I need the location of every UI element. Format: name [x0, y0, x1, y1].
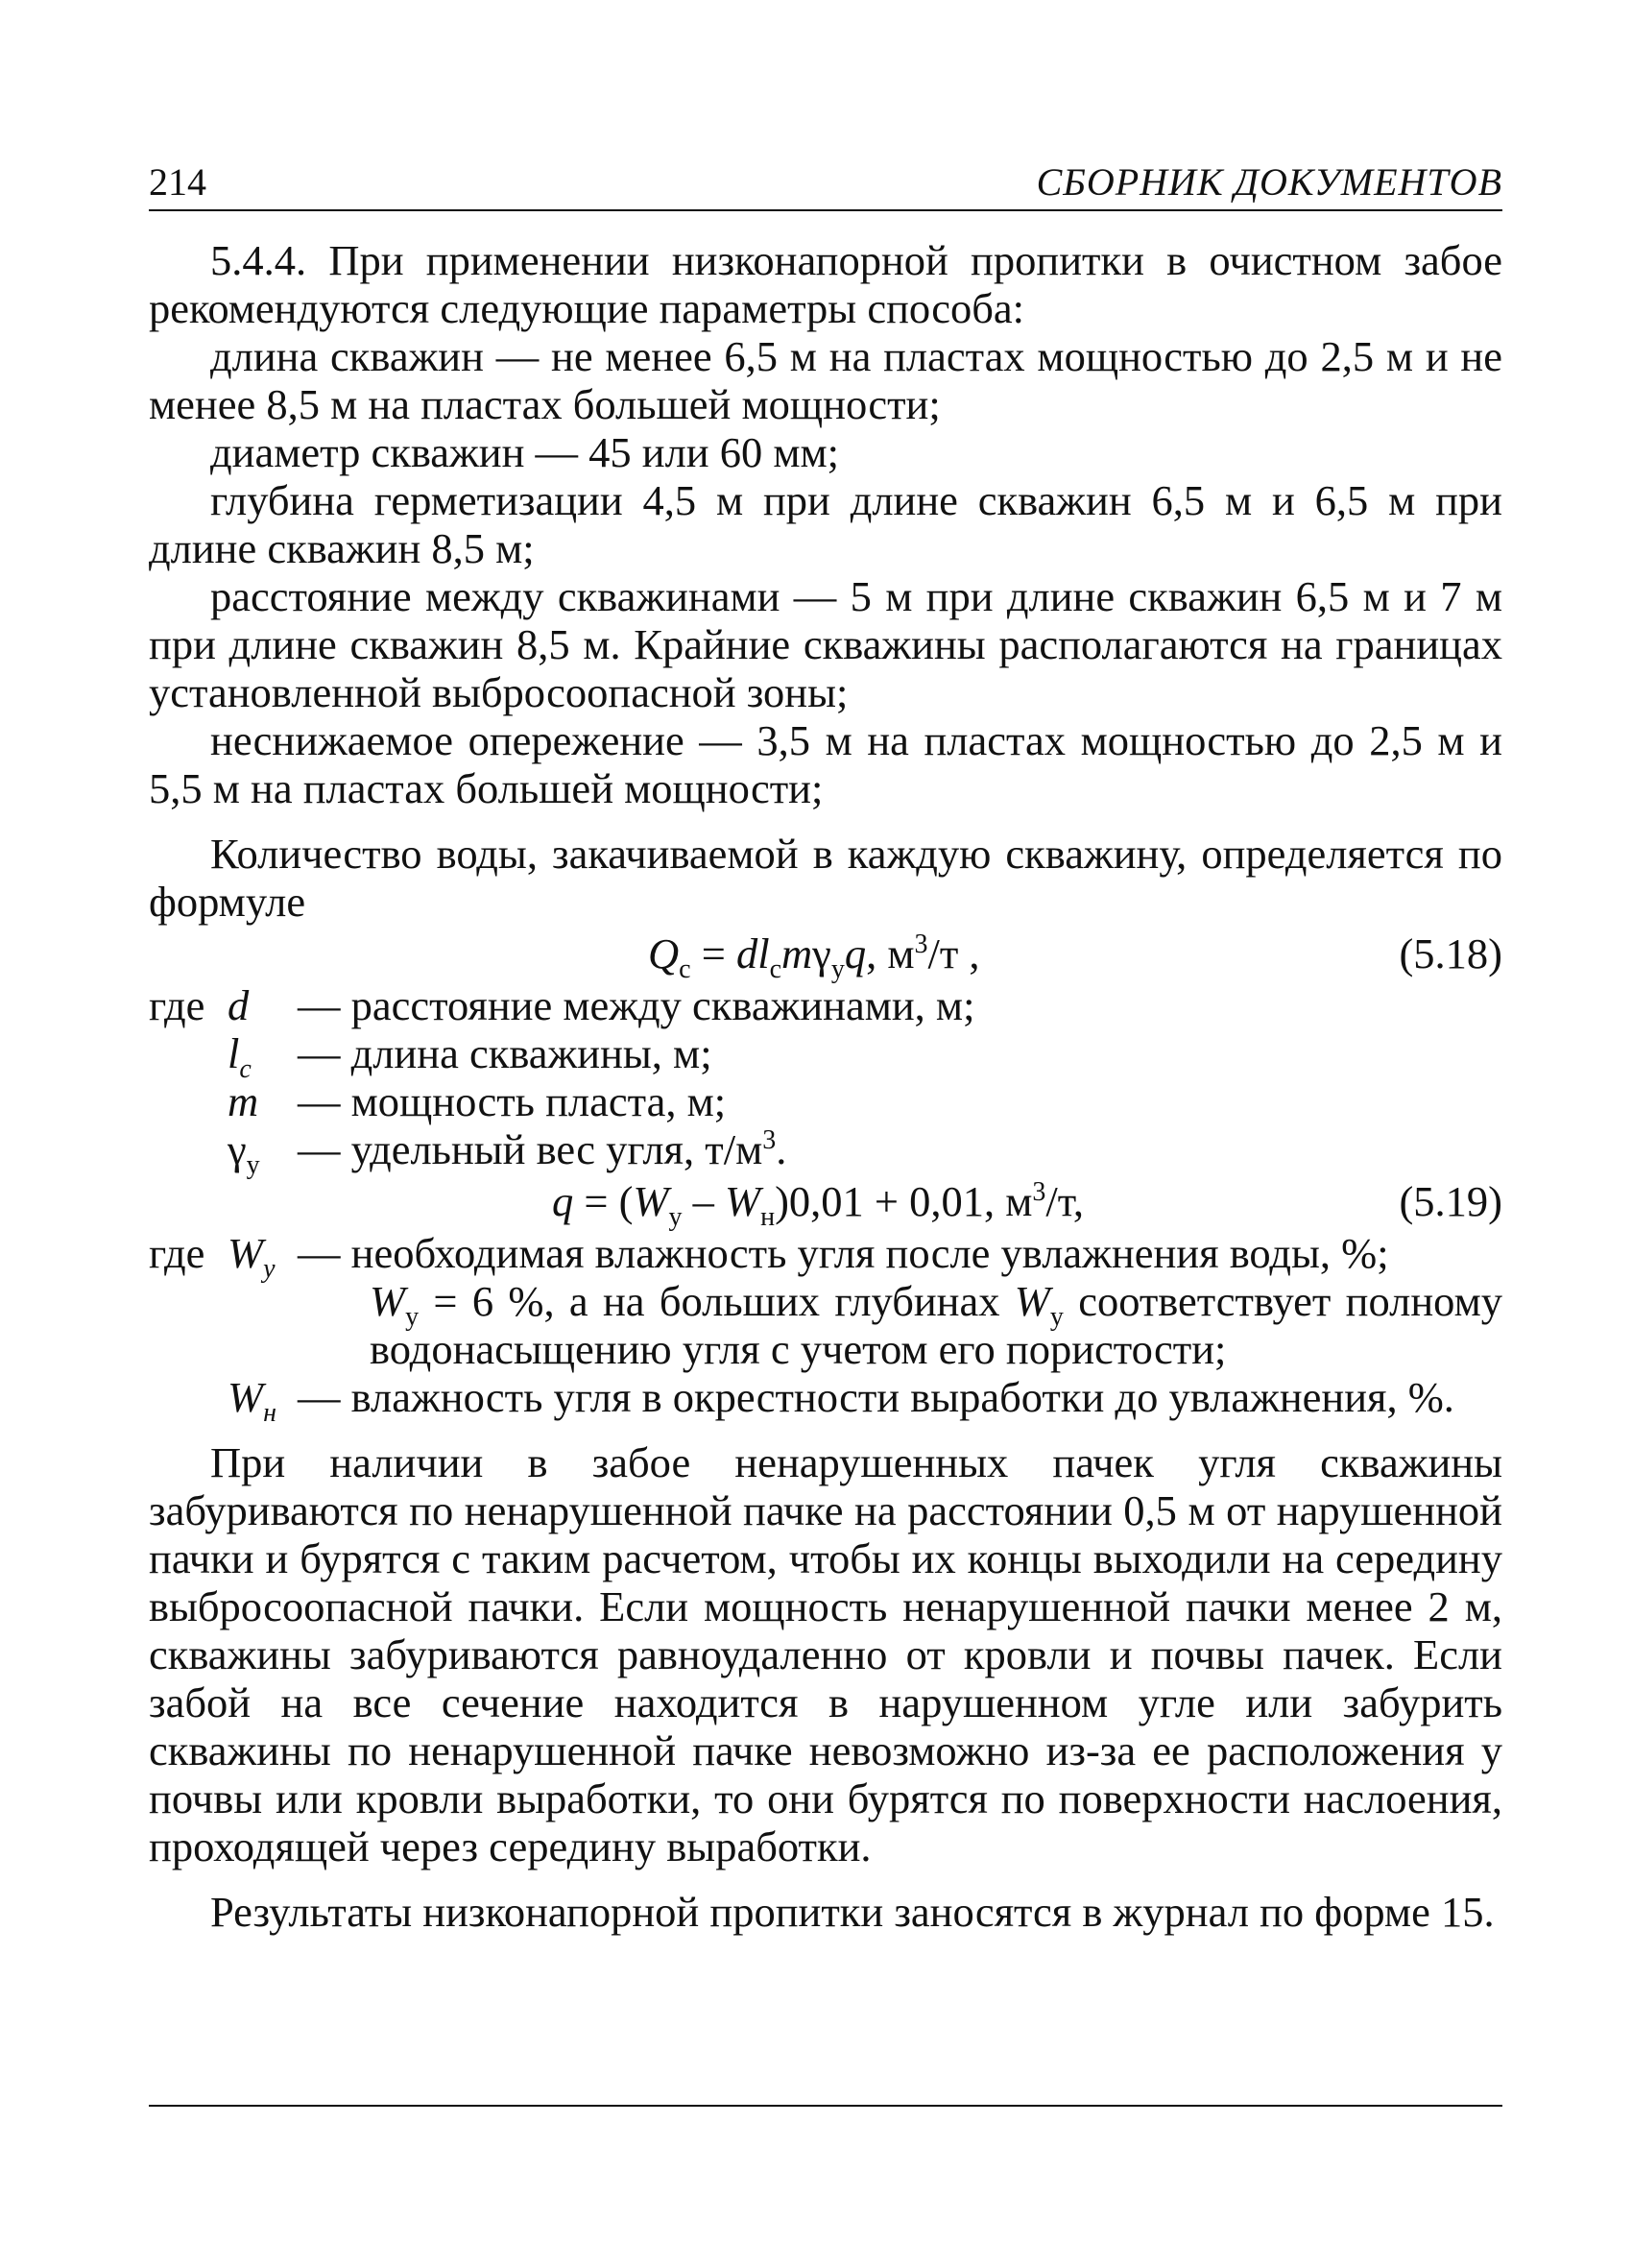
definitions-5-19	[149, 1229, 1502, 1428]
paragraph-advance: неснижаемое опережение — 3,5 м на пластах мощностью до 2,5 м и 5,5 м на пластах большей мощности;	[149, 716, 1502, 812]
bottom-rule	[149, 2105, 1502, 2107]
paragraph-undisturbed-packs: При наличии в забое ненарушенных пачек угля скважины забуриваются по ненарушенной пачке на расстоянии 0,5 м от нарушенной пачки и бурятся с таким расчетом, чтобы их концы выходили на середину выбросоопасной пачки. Если мощность ненарушенной пачки менее 2 м, скважины забуриваются равноудаленно от кровли и почвы пачек. Если забой на все сечение находится в нарушенном угле или забурить скважины по ненарушенной пачке невозможно из-за ее расположения у почвы или кровли выработки, то они бурятся по поверхности наслоения, проходящей через середину выработки.	[149, 1438, 1502, 1870]
paragraph-sealing-depth: глубина герметизации 4,5 м при длине скважин 6,5 м и 6,5 м при длине скважин 8,5 м;	[149, 476, 1502, 572]
formula-5-18	[149, 926, 1502, 984]
paragraph-well-length: длина скважин — не менее 6,5 м на пластах мощностью до 2,5 м и не менее 8,5 м на пластах большей мощности;	[149, 332, 1502, 428]
definition-gamma: $\gamma_у$ — удельный вес угля, $т/м^3$.	[228, 1125, 787, 1180]
body-text	[149, 236, 1502, 1936]
paragraph-well-diameter: диаметр скважин — 45 или 60 мм;	[210, 428, 840, 476]
running-title: СБОРНИК ДОКУМЕНТОВ	[1036, 160, 1502, 204]
definition-wy: где $W_у$ — необходимая влажность угля после увлажнения воды, %; $W_у = 6$ %, а на больших глубинах $W_у$ соответствует полному водонасыщению угля с учетом его пористости;	[149, 1229, 1502, 1373]
definition-lc: $l_с$ — длина скважины, м;	[228, 1029, 712, 1084]
definition-m: m — мощность пласта, м;	[228, 1077, 727, 1125]
formula-5-19	[149, 1173, 1502, 1232]
formula-5-18-expression: $Q_с = dl_сm\gamma_уq$, $м^3/т$ ,	[648, 929, 980, 984]
paragraph-5-4-4: 5.4.4. При применении низконапорной пропитки в очистном забое рекомендуются следующие параметры способа:	[149, 236, 1502, 332]
definition-d: где d — расстояние между скважинами, м;	[149, 981, 975, 1029]
equation-number-5-18: (5.18)	[1399, 929, 1502, 977]
page-header	[149, 154, 1502, 209]
paragraph-water-quantity: Количество воды, закачиваемой в каждую скважину, определяется по формуле	[149, 830, 1502, 926]
page-number: 214	[149, 160, 206, 204]
definitions-5-18	[149, 981, 1502, 1180]
header-rule	[149, 209, 1502, 211]
formula-5-19-expression: $q = (W_у - W_н)0,01 + 0,01$, $м^3/т$,	[552, 1177, 1084, 1232]
equation-number-5-19: (5.19)	[1399, 1177, 1502, 1225]
definition-wy-continued: $W_у = 6$ %, а на больших глубинах $W_у$ соответствует полному водонасыщению угля с учетом его пористости;	[370, 1277, 1502, 1373]
paragraph-results: Результаты низконапорной пропитки заносятся в журнал по форме 15.	[210, 1888, 1495, 1936]
definition-wn: $W_н$ — влажность угля в окрестности выработки до увлажнения, %.	[228, 1373, 1454, 1428]
paragraph-well-spacing: расстояние между скважинами — 5 м при длине скважин 6,5 м и 7 м при длине скважин 8,5 м. Крайние скважины располагаются на границах установленной выбросоопасной зоны;	[149, 572, 1502, 716]
